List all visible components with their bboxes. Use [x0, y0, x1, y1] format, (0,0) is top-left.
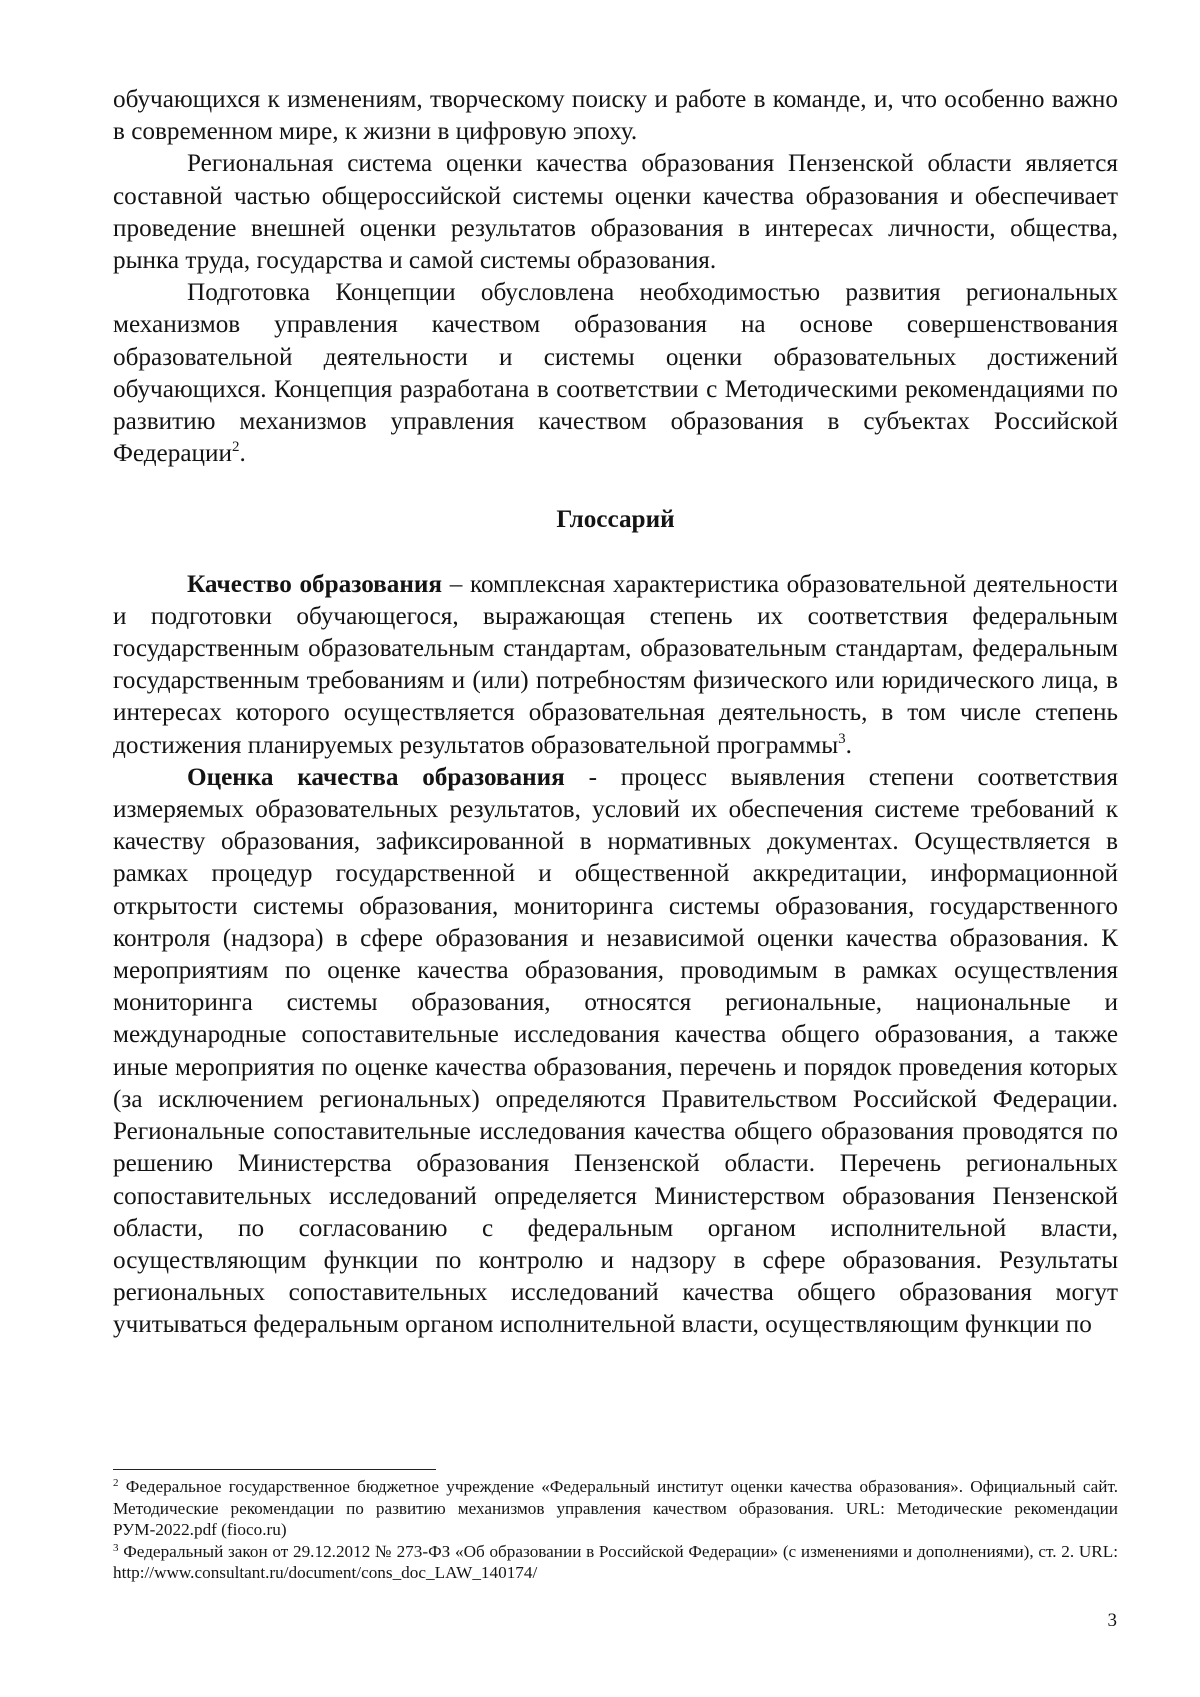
- footnote-ref-3[interactable]: 3: [838, 730, 846, 747]
- page-number: 3: [1107, 1610, 1117, 1631]
- paragraph-regional-system: [113, 148, 1118, 277]
- footnote-3: [113, 1541, 1118, 1584]
- paragraph-text: Региональная система оценки качества образования Пензенской области является составной частью общероссийской системы оценки качества образования и обеспечивает проведение внешней оценки результатов образования в интересах личности, общества, рынка труда, государства и самой системы образования.: [113, 150, 1118, 275]
- footnote-text: Федеральный закон от 29.12.2012 № 273-ФЗ «Об образовании в Российской Федерации» (с изменениями и дополнениями), ст. 2. URL: http://www.consultant.ru/document/cons_doc_LAW_140174/: [113, 1541, 1118, 1582]
- paragraph-text: обучающихся к изменениям, творческому поиску и работе в команде, и, что особенно важно в современном мире, к жизни в цифровую эпоху.: [113, 86, 1118, 146]
- glossary-definition: - процесс выявления степени соответствия измеряемых образовательных результатов, условий их обеспечения системе требований к качеству образования, зафиксированной в нормативных документах. Осуществляется в рамках процедур государственной и общественной аккредитации, информационной открытости системы образования, мониторинга системы образования, государственного контроля (надзора) в сфере образования и независимой оценки качества образования. К мероприятиям по оценке качества образования, проводимым в рамках осуществления мониторинга системы образования, относятся региональные, национальные и международные сопоставительные исследования качества общего образования, а также иные мероприятия по оценке качества образования, перечень и порядок проведения которых (за исключением региональных) определяются Правительством Российской Федерации. Региональные сопоставительные исследования качества общего образования проводятся по решению Министерства образования Пензенской области. Перечень региональных сопоставительных исследований определяется Министерством образования Пензенской области, по согласованию с федеральным органом исполнительной власти, осуществляющим функции по контролю и надзору в сфере образования. Результаты региональных сопоставительных исследований качества общего образования могут учитываться федеральным органом исполнительной власти, осуществляющим функции по: [113, 763, 1118, 1339]
- glossary-term: Оценка качества образования: [187, 763, 565, 791]
- glossary-entry-quality: [113, 569, 1118, 762]
- document-page: [113, 84, 1118, 1342]
- glossary-term: Качество образования: [187, 570, 443, 598]
- footnote-ref-2[interactable]: 2: [231, 439, 240, 456]
- footnote-separator: [113, 1469, 436, 1470]
- paragraph-concept-preparation: [113, 277, 1118, 470]
- paragraph-end: .: [239, 440, 246, 468]
- footnote-2: [113, 1476, 1118, 1541]
- footnote-text: Федеральное государственное бюджетное учреждение «Федеральный институт оценки качества образования». Официальный сайт. Методические рекомендации по развитию механизмов управления качеством образования. URL: Методические рекомендации РУМ-2022.pdf (fioco.ru): [113, 1477, 1118, 1539]
- paragraph-continuation: [113, 84, 1118, 148]
- glossary-definition: – комплексная характеристика образовательной деятельности и подготовки обучающегося, выражающая степень их соответствия федеральным государственным образовательным стандартам, образовательным стандартам, федеральным государственным требованиям и (или) потребностям физического или юридического лица, в интересах которого осуществляется образовательная деятельность, в том числе степень достижения планируемых результатов образовательной программы: [113, 570, 1118, 759]
- glossary-entry-assessment: [113, 762, 1118, 1342]
- glossary-heading: Глоссарий: [556, 506, 675, 534]
- paragraph-text: Подготовка Концепции обусловлена необходимостью развития региональных механизмов управления качеством образования на основе совершенствования образовательной деятельности и системы оценки образовательных достижений обучающихся. Концепция разработана в соответствии с Методическими рекомендациями по развитию механизмов управления качеством образования в субъектах Российской Федерации: [113, 279, 1118, 468]
- footnotes: [113, 1469, 1118, 1584]
- footnote-mark: 2: [113, 1477, 119, 1489]
- footnote-mark: 3: [113, 1541, 119, 1554]
- glossary-definition-end: .: [845, 731, 852, 759]
